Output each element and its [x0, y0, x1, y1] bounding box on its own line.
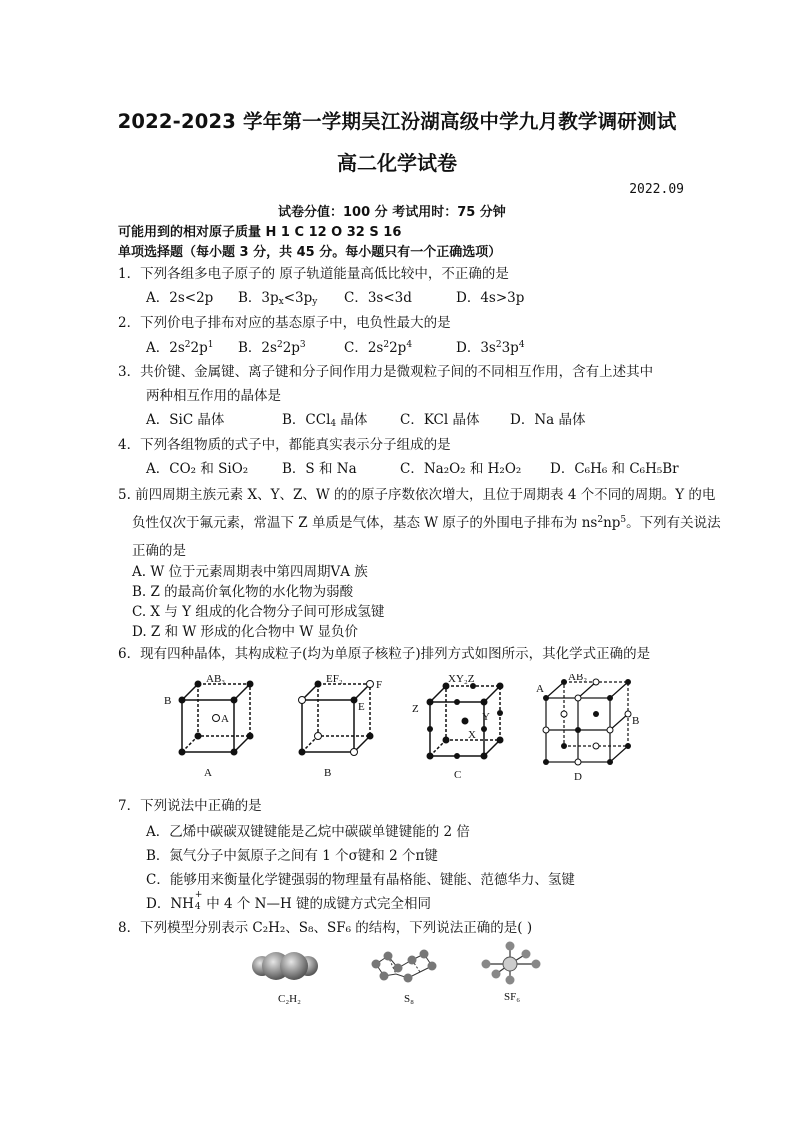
q5-option-a: A. W 位于元素周期表中第四周期ⅤA 族 — [132, 564, 368, 580]
q4-option-d: D．C₆H₆ 和 C₆H₅Br — [550, 461, 679, 477]
fig-c-label: C — [454, 769, 462, 781]
exam-subtitle: 高二化学试卷 — [337, 151, 457, 175]
atomic-mass-note: 可能用到的相对原子质量 H 1 C 12 O 32 S 16 — [118, 225, 402, 240]
q8-stem: 8．下列模型分别表示 C₂H₂、S₈、SF₆ 的结构，下列说法正确的是( ) — [118, 920, 533, 936]
q3-stem-line1: 3．共价键、金属键、离子键和分子间作用力是微观粒子间的不同相互作用，含有上述其中 — [118, 364, 654, 380]
fig-d-label: D — [574, 771, 582, 783]
q2-option-b: B．$2s^22p^3$ — [238, 340, 306, 356]
sf6-model — [474, 938, 554, 1006]
svg-text:E: E — [358, 701, 365, 713]
q7-stem: 7．下列说法中正确的是 — [118, 798, 262, 814]
svg-text:Z: Z — [412, 703, 419, 715]
s8-model — [368, 942, 452, 1006]
q1-option-d: D．4s>3p — [456, 290, 525, 306]
svg-text:A: A — [536, 683, 544, 695]
q1-option-c: C．3s<3d — [344, 290, 412, 306]
q3-option-d: D．Na 晶体 — [510, 412, 586, 428]
fig-b-label: B — [324, 767, 332, 779]
q1-option-a: A．2s<2p — [146, 290, 214, 306]
crystal-figure-b — [292, 674, 402, 782]
fig-b-formula: EF₂ — [326, 674, 343, 685]
svg-text:B: B — [632, 715, 640, 727]
q2-stem: 2．下列价电子排布对应的基态原子中，电负性最大的是 — [118, 315, 451, 331]
sf6-label: SF₆ — [504, 991, 521, 1003]
q7-option-a: A．乙烯中碳碳双键键能是乙烷中碳碳单键键能的 2 倍 — [146, 824, 470, 840]
q3-stem-line2: 两种相互作用的晶体是 — [146, 388, 281, 404]
q7-option-b: B．氮气分子中氮原子之间有 1 个σ键和 2 个π键 — [146, 848, 438, 864]
exam-date: 2022.09 — [629, 182, 684, 197]
svg-text:Y: Y — [482, 711, 490, 723]
svg-text:A: A — [221, 713, 229, 725]
q4-stem: 4．下列各组物质的式子中，都能真实表示分子组成的是 — [118, 437, 451, 453]
q7-option-c: C．能够用来衡量化学键强弱的物理量有晶格能、键能、范德华力、氢键 — [146, 872, 575, 888]
crystal-figure-d — [534, 674, 646, 786]
fig-d-formula: AB₂ — [568, 674, 588, 683]
q5-option-d: D. Z 和 W 形成的化合物中 W 显负价 — [132, 624, 359, 640]
s8-label: S₈ — [404, 993, 414, 1005]
q4-option-a: A．CO₂ 和 SiO₂ — [146, 461, 249, 477]
q5-stem-line3: 正确的是 — [132, 543, 186, 559]
fig-c-formula: XY₂Z — [448, 673, 475, 685]
crystal-figure-a — [160, 674, 270, 782]
exam-title: 2022-2023 学年第一学期吴江汾湖高级中学九月教学调研测试 — [117, 110, 677, 133]
svg-text:F: F — [376, 679, 383, 691]
score-time: 试卷分值：100 分 考试用时：75 分钟 — [278, 205, 506, 220]
q3-option-a: A．SiC 晶体 — [146, 412, 225, 428]
q1-stem: 1．下列各组多电子原子的 原子轨道能量高低比较中，不正确的是 — [118, 266, 509, 282]
q1-option-b: B．$3p_x<3p_y$ — [238, 290, 318, 307]
q4-option-b: B．S 和 Na — [282, 461, 357, 477]
q5-stem-line1: 5. 前四周期主族元素 X、Y、Z、W 的的原子序数依次增大，且位于周期表 4 个不同的周期。Y 的电 — [118, 487, 716, 503]
q2-option-c: C．$2s^22p^4$ — [344, 340, 413, 356]
q2-option-d: D．$3s^23p^4$ — [456, 340, 525, 356]
q3-option-c: C．KCl 晶体 — [400, 412, 480, 428]
q6-stem: 6．现有四种晶体，其构成粒子(均为单原子核粒子)排列方式如图所示，其化学式正确的是 — [118, 646, 651, 662]
section-heading: 单项选择题（每小题 3 分，共 45 分。每小题只有一个正确选项） — [118, 245, 502, 260]
q7-option-d: D．NH + 4 中 4 个 N—H 键的成键方式完全相同 — [146, 890, 432, 912]
crystal-figure-c — [408, 672, 520, 784]
q2-option-a: A．$2s^22p^1$ — [146, 340, 214, 356]
fig-a-label: A — [204, 767, 212, 779]
q5-stem-line2: 负性仅次于氟元素，常温下 Z 单质是气体，基态 W 原子的外围电子排布为 $ns^2np^5$。下列有关说法 — [132, 515, 721, 531]
q3-option-b: B．CCl$_4$ 晶体 — [282, 412, 368, 429]
q5-option-c: C. X 与 Y 组成的化合物分子间可形成氢键 — [132, 604, 385, 620]
svg-text:B: B — [164, 695, 172, 707]
fig-a-formula: AB₃ — [206, 674, 226, 685]
c2h2-model — [250, 942, 322, 1006]
svg-text:X: X — [468, 729, 476, 741]
q5-option-b: B. Z 的最高价氧化物的水化物为弱酸 — [132, 584, 354, 600]
q4-option-c: C．Na₂O₂ 和 H₂O₂ — [400, 461, 522, 477]
c2h2-label: C₂H₂ — [278, 993, 301, 1005]
